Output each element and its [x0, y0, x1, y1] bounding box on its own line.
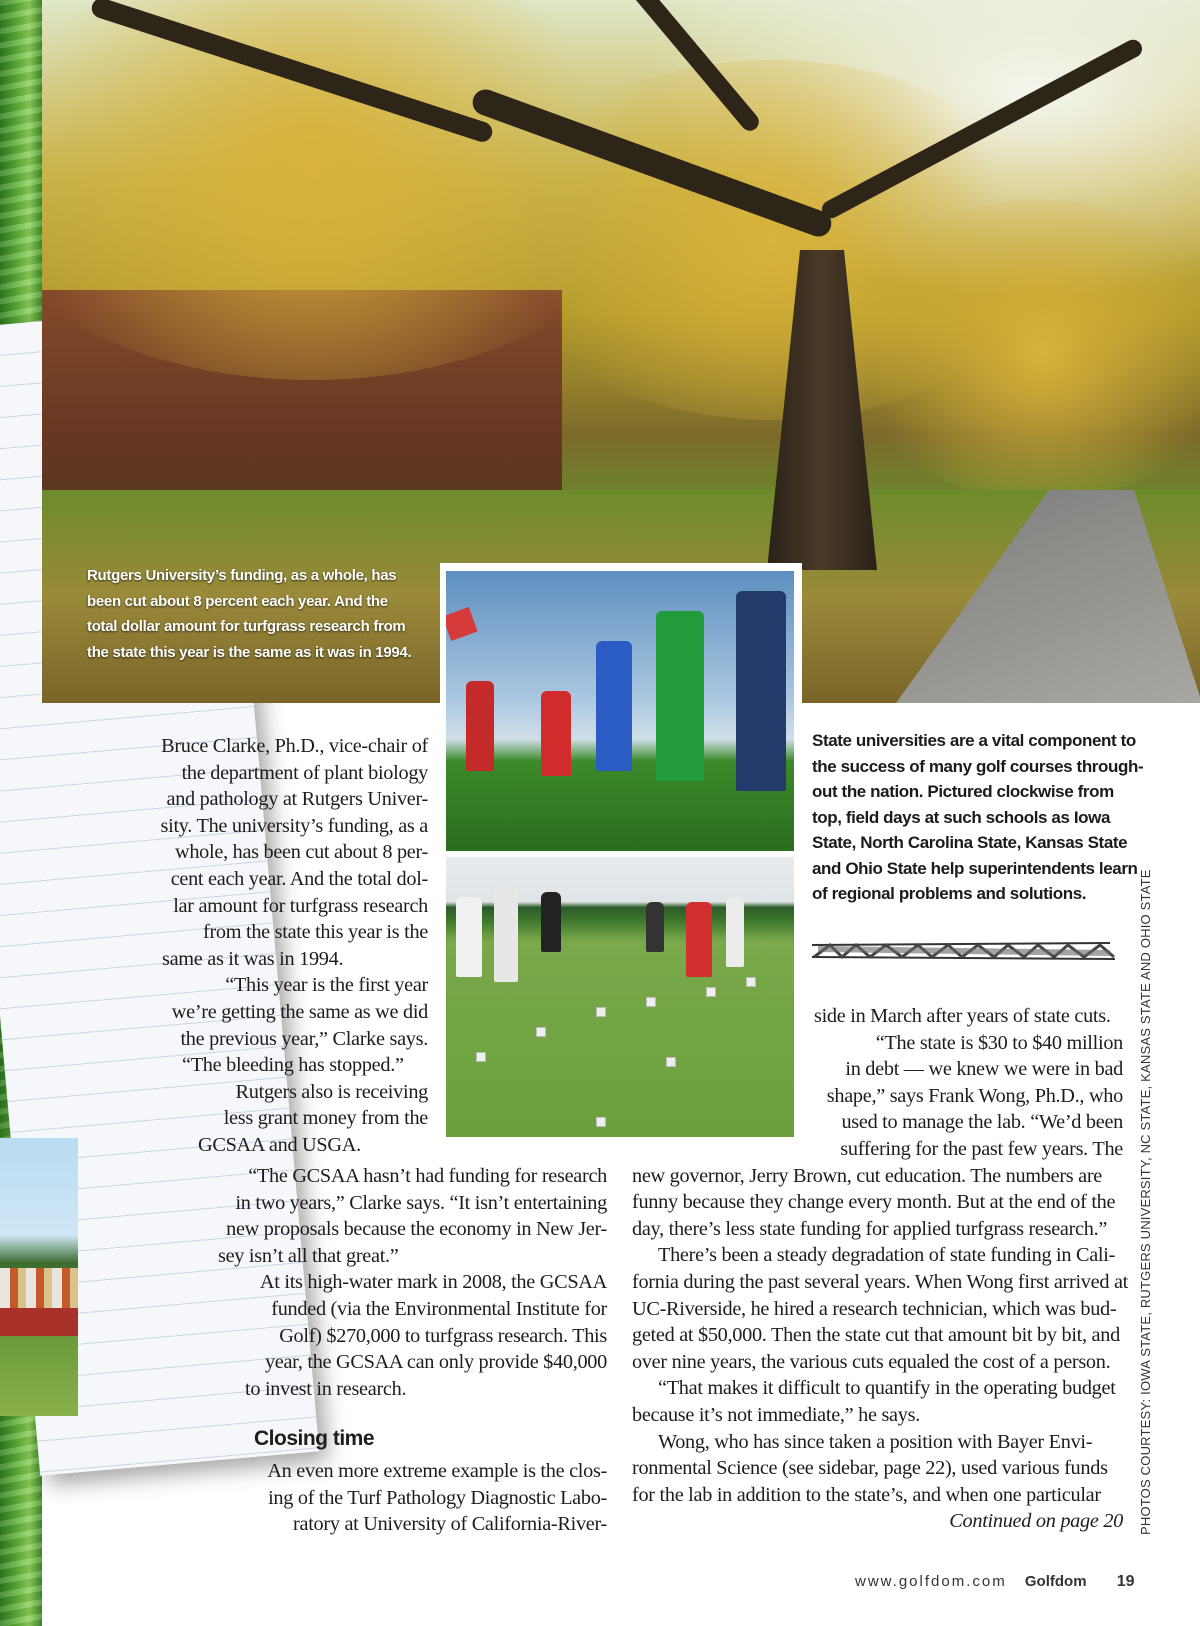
text-line: GCSAA and USGA. — [198, 1133, 361, 1156]
text-line: There’s been a steady degradation of state funding in Cali- — [658, 1244, 1116, 1267]
caption-line: out the nation. Pictured clockwise from — [812, 782, 1114, 801]
text-line: used to manage the lab. “We’d been — [841, 1111, 1123, 1134]
caption-line: Rutgers University’s funding, as a whole, has — [87, 567, 397, 584]
caption-line: of regional problems and solutions. — [812, 884, 1087, 903]
magazine-name: Golfdom — [1024, 1573, 1087, 1590]
text-line: “This year is the first year — [225, 974, 428, 997]
text-line: lar amount for turfgrass research — [173, 894, 428, 917]
text-line: to invest in research. — [245, 1377, 407, 1400]
text-line: in two years,” Clarke says. “It isn’t entertaining — [235, 1191, 607, 1214]
text-line: geted at $50,000. Then the state cut that amount bit by bit, and — [632, 1324, 1120, 1347]
text-line: new governor, Jerry Brown, cut education. The numbers are — [632, 1164, 1102, 1187]
page-number: 19 — [1116, 1573, 1135, 1590]
text-line: the previous year,” Clarke says. — [180, 1027, 428, 1050]
section-heading: Closing time — [254, 1427, 375, 1450]
article-column-left — [100, 733, 428, 1159]
closing-section-text — [240, 1458, 607, 1538]
page-footer — [855, 1573, 1149, 1591]
text-line: shape,” says Frank Wong, Ph.D., who — [826, 1084, 1123, 1107]
text-line: An even more extreme example is the clos- — [267, 1460, 607, 1482]
text-line: sity. The university’s funding, as a — [160, 814, 428, 837]
text-line: cent each year. And the total dol- — [170, 867, 428, 890]
text-line: funny because they change every month. But at the end of the — [632, 1191, 1116, 1214]
text-line: same as it was in 1994. — [162, 947, 344, 970]
caption-line: State, North Carolina State, Kansas State — [812, 833, 1128, 852]
text-line: side in March after years of state cuts. — [814, 1005, 1111, 1027]
text-line: we’re getting the same as we did — [171, 1000, 428, 1023]
text-line: ratory at University of California-River- — [293, 1513, 607, 1536]
inset-photo-caption — [812, 728, 1144, 907]
text-line: funded (via the Environmental Institute for — [271, 1297, 607, 1320]
text-line: less grant money from the — [223, 1107, 428, 1130]
text-line: in debt — we knew we were in bad — [845, 1058, 1123, 1081]
text-line: Bruce Clarke, Ph.D., vice-chair of — [161, 735, 428, 757]
scribble-divider-graphic — [810, 939, 1120, 963]
article-column-right — [632, 1003, 1128, 1535]
hero-photo-caption — [87, 563, 422, 665]
caption-line: the state this year is the same as it was in 1994. — [87, 643, 412, 661]
caption-line: the success of many golf courses through- — [812, 756, 1144, 776]
text-line: UC-Riverside, he hired a research technician, which was bud- — [632, 1297, 1117, 1320]
hayride-photo-partial — [0, 1138, 78, 1416]
text-line: day, there’s less state funding for applied turfgrass research.” — [632, 1217, 1108, 1240]
text-line: whole, has been cut about 8 per- — [175, 841, 428, 864]
text-line: year, the GCSAA can only provide $40,000 — [264, 1351, 607, 1374]
text-line: ing of the Turf Pathology Diagnostic Labo- — [268, 1486, 607, 1509]
text-line: because it’s not immediate,” he says. — [632, 1403, 920, 1426]
text-line: Rutgers also is receiving — [235, 1080, 428, 1103]
text-line: and pathology at Rutgers Univer- — [166, 788, 428, 811]
text-line: over nine years, the various cuts equaled the cost of a person. — [632, 1350, 1111, 1373]
text-line: “The GCSAA hasn’t had funding for research — [248, 1165, 607, 1187]
caption-line: top, field days at such schools as Iowa — [812, 807, 1111, 827]
caption-line: been cut about 8 percent each year. And the — [87, 592, 388, 610]
photo-credit: PHOTOS COURTESY: IOWA STATE, RUTGERS UNIVERSITY, NC STATE, KANSAS STATE AND OHIO STATE — [1138, 869, 1153, 1535]
text-line: sey isn’t all that great.” — [218, 1244, 399, 1267]
text-line: from the state this year is the — [203, 921, 428, 944]
website-link[interactable]: www.golfdom.com — [855, 1573, 1007, 1590]
text-line: “That makes it difficult to quantify in the operating budget — [658, 1377, 1116, 1400]
text-line: fornia during the past several years. When Wong first arrived at — [632, 1270, 1128, 1293]
caption-line: State universities are a vital component to — [812, 731, 1136, 750]
text-line: for the lab in addition to the state’s, and when one particular — [632, 1483, 1101, 1506]
caption-line: and Ohio State help superintendents learn — [812, 858, 1138, 878]
text-line: ronmental Science (see sidebar, page 22), used various funds — [632, 1457, 1108, 1480]
field-day-photo-top — [446, 571, 794, 851]
text-line: the department of plant biology — [181, 761, 428, 784]
text-line: new proposals because the economy in New Jer- — [226, 1218, 607, 1241]
article-column-left-wide — [205, 1163, 607, 1402]
text-line: “The bleeding has stopped.” — [182, 1054, 404, 1077]
text-line: “The state is $30 to $40 million — [875, 1031, 1123, 1054]
text-line: Golf) $270,000 to turfgrass research. This — [279, 1324, 607, 1347]
text-line: suffering for the past few years. The — [840, 1137, 1123, 1160]
text-line: At its high-water mark in 2008, the GCSAA — [259, 1271, 607, 1294]
text-line: Wong, who has since taken a position with Bayer Envi- — [658, 1430, 1093, 1453]
continued-on-link[interactable]: Continued on page 20 — [949, 1510, 1123, 1533]
caption-line: total dollar amount for turfgrass research from — [87, 618, 406, 635]
